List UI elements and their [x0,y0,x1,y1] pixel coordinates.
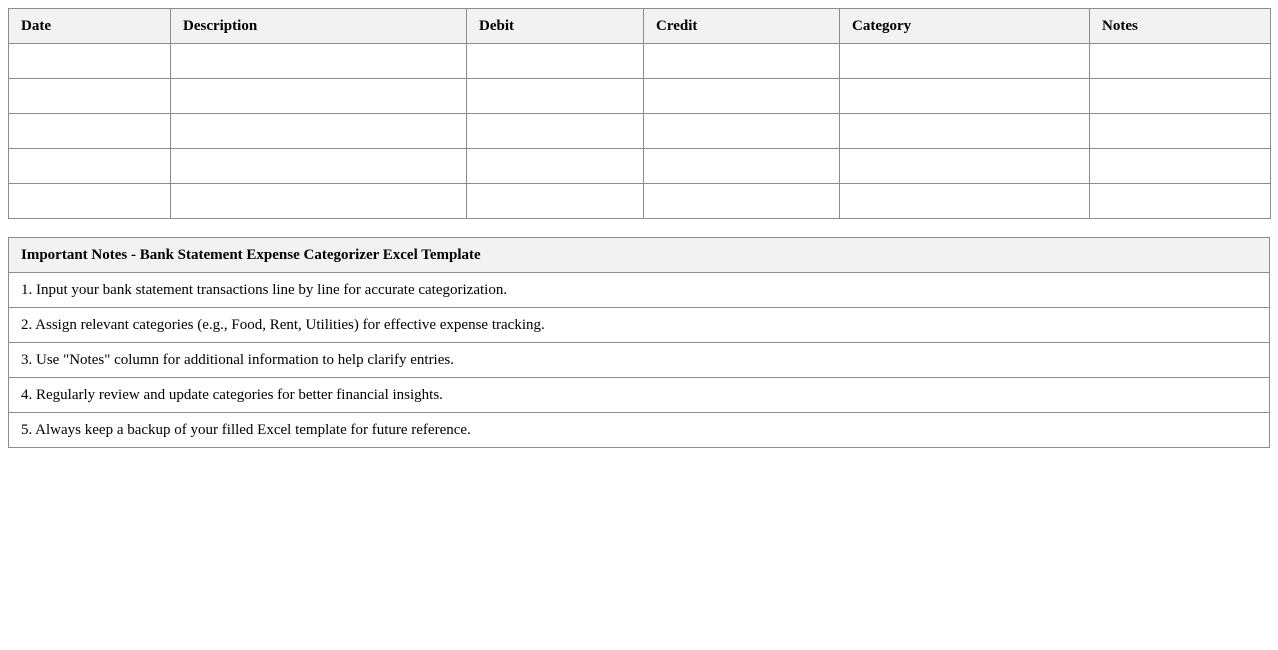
cell-description[interactable] [171,44,467,79]
table-row [9,114,1271,149]
header-category: Category [840,9,1090,44]
list-item [9,413,1270,448]
cell-notes[interactable] [1090,114,1271,149]
cell-description[interactable] [171,184,467,219]
list-item [9,378,1270,413]
note-text: 3. Use "Notes" column for additional information to help clarify entries. [9,343,1270,378]
cell-credit[interactable] [644,149,840,184]
table-row [9,79,1271,114]
cell-credit[interactable] [644,184,840,219]
header-description: Description [171,9,467,44]
cell-notes[interactable] [1090,79,1271,114]
cell-category[interactable] [840,114,1090,149]
notes-title: Important Notes - Bank Statement Expense Categorizer Excel Template [9,238,1270,273]
header-notes: Notes [1090,9,1271,44]
cell-notes[interactable] [1090,44,1271,79]
cell-description[interactable] [171,79,467,114]
expense-header-row [9,9,1271,44]
cell-debit[interactable] [467,44,644,79]
cell-category[interactable] [840,149,1090,184]
cell-debit[interactable] [467,149,644,184]
cell-credit[interactable] [644,79,840,114]
cell-date[interactable] [9,149,171,184]
notes-header-row [9,238,1270,273]
notes-table [8,237,1270,448]
cell-date[interactable] [9,79,171,114]
cell-notes[interactable] [1090,184,1271,219]
cell-credit[interactable] [644,114,840,149]
cell-notes[interactable] [1090,149,1271,184]
cell-date[interactable] [9,114,171,149]
cell-description[interactable] [171,149,467,184]
cell-category[interactable] [840,184,1090,219]
cell-date[interactable] [9,184,171,219]
cell-debit[interactable] [467,79,644,114]
note-text: 5. Always keep a backup of your filled Excel template for future reference. [9,413,1270,448]
expense-table [8,8,1271,219]
cell-debit[interactable] [467,184,644,219]
header-date: Date [9,9,171,44]
note-text: 1. Input your bank statement transactions line by line for accurate categorization. [9,273,1270,308]
cell-debit[interactable] [467,114,644,149]
cell-credit[interactable] [644,44,840,79]
cell-description[interactable] [171,114,467,149]
list-item [9,308,1270,343]
header-debit: Debit [467,9,644,44]
list-item [9,273,1270,308]
cell-category[interactable] [840,79,1090,114]
table-row [9,184,1271,219]
note-text: 4. Regularly review and update categories for better financial insights. [9,378,1270,413]
header-credit: Credit [644,9,840,44]
list-item [9,343,1270,378]
cell-date[interactable] [9,44,171,79]
note-text: 2. Assign relevant categories (e.g., Food, Rent, Utilities) for effective expense tracking. [9,308,1270,343]
cell-category[interactable] [840,44,1090,79]
table-row [9,44,1271,79]
table-row [9,149,1271,184]
